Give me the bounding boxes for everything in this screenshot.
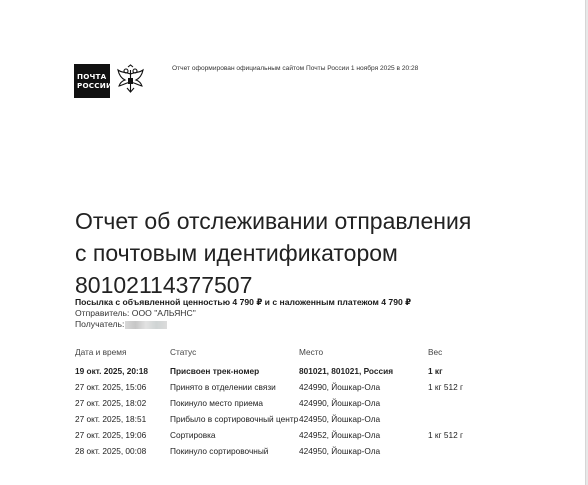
cell-weight: 1 кг 512 г bbox=[428, 382, 464, 392]
logo-line-1: ПОЧТА bbox=[77, 72, 107, 81]
cell-place: 424990, Йошкар-Ола bbox=[299, 382, 381, 392]
cell-place: 424952, Йошкар-Ола bbox=[299, 430, 381, 440]
table-row bbox=[75, 414, 488, 430]
table-header-row bbox=[75, 347, 488, 366]
report-generated-note: Отчет оформирован официальным сайтом Почты России 1 ноября 2025 в 20:28 bbox=[172, 65, 419, 72]
cell-status: Прибыло в сортировочный центр bbox=[170, 414, 299, 424]
cell-datetime: 27 окт. 2025, 18:02 bbox=[75, 398, 147, 408]
title-line-1: Отчет об отслеживании отправления bbox=[75, 208, 472, 235]
shipment-info bbox=[75, 297, 495, 330]
recipient-label: Получатель: bbox=[75, 319, 125, 329]
russian-post-logo bbox=[74, 64, 149, 98]
cell-datetime: 27 окт. 2025, 19:06 bbox=[75, 430, 147, 440]
cell-status: Присвоен трек-номер bbox=[170, 366, 260, 376]
cell-status: Принято в отделении связи bbox=[170, 382, 276, 392]
cell-weight: 1 кг 512 г bbox=[428, 430, 464, 440]
recipient-line bbox=[75, 319, 495, 330]
table-row bbox=[75, 398, 488, 414]
cell-place: 424950, Йошкар-Ола bbox=[299, 446, 381, 456]
cell-status: Сортировка bbox=[170, 430, 216, 440]
column-header-datetime: Дата и время bbox=[75, 347, 127, 357]
cell-weight bbox=[428, 446, 488, 462]
parcel-description: Посылка с объявленной ценностью 4 790 ₽ и с наложенным платежом 4 790 ₽ bbox=[75, 297, 412, 307]
cell-place: 424950, Йошкар-Ола bbox=[299, 414, 381, 424]
table-row bbox=[75, 430, 488, 446]
table-row bbox=[75, 446, 488, 462]
cell-datetime: 19 окт. 2025, 20:18 bbox=[75, 366, 148, 376]
double-headed-eagle-icon bbox=[112, 64, 149, 98]
tracking-events-table bbox=[75, 347, 488, 462]
table-row bbox=[75, 366, 488, 382]
cell-status: Покинуло место приема bbox=[170, 398, 264, 408]
page-title bbox=[75, 205, 555, 301]
cell-place: 424990, Йошкар-Ола bbox=[299, 398, 381, 408]
cell-weight bbox=[428, 398, 488, 414]
redacted-recipient bbox=[125, 321, 167, 329]
cell-datetime: 27 окт. 2025, 15:06 bbox=[75, 382, 147, 392]
logo-wordmark bbox=[74, 64, 113, 98]
table-row bbox=[75, 382, 488, 398]
cell-weight bbox=[428, 414, 488, 430]
column-header-status: Статус bbox=[170, 347, 197, 357]
cell-datetime: 27 окт. 2025, 18:51 bbox=[75, 414, 147, 424]
column-header-weight: Вес bbox=[428, 347, 443, 357]
sender-line: Отправитель: ООО "АЛЬЯНС" bbox=[75, 308, 196, 318]
tracking-number: 80102114377507 bbox=[75, 272, 253, 299]
logo-line-2: РОССИИ bbox=[77, 81, 113, 90]
cell-status: Покинуло сортировочный bbox=[170, 446, 269, 456]
column-header-place: Место bbox=[299, 347, 324, 357]
cell-datetime: 28 окт. 2025, 00:08 bbox=[75, 446, 147, 456]
cell-weight: 1 кг bbox=[428, 366, 443, 376]
title-line-2: с почтовым идентификатором bbox=[75, 240, 398, 267]
cell-place: 801021, 801021, Россия bbox=[299, 366, 394, 376]
